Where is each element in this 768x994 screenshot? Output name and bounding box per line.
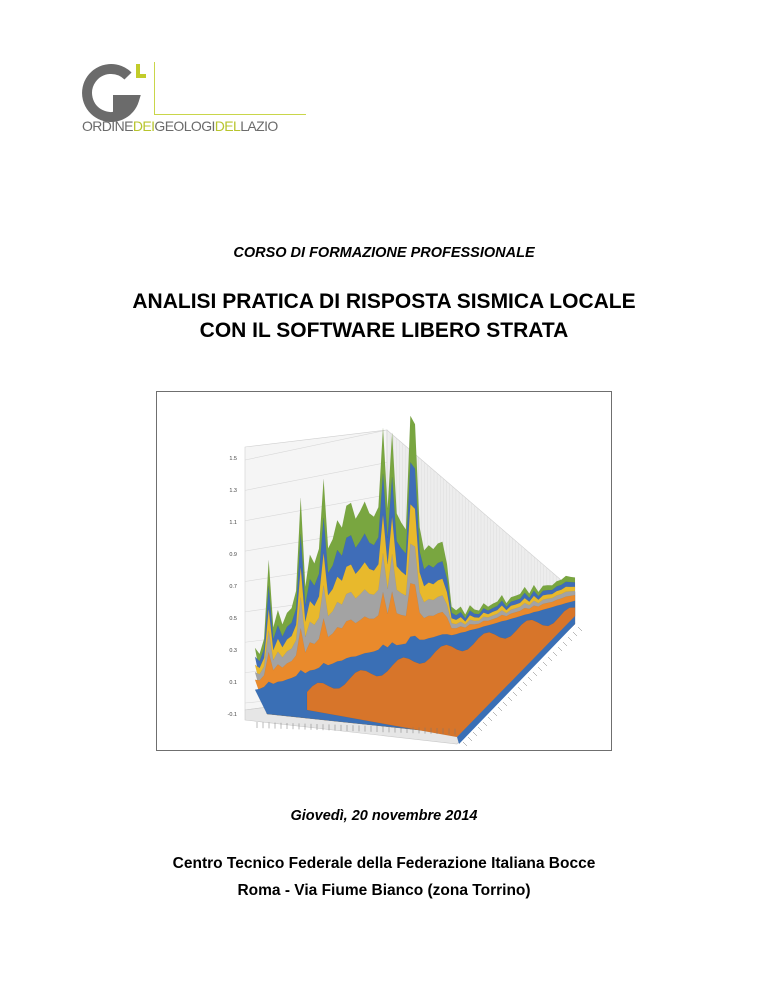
cover-figure bbox=[156, 391, 612, 751]
z-tick bbox=[503, 702, 507, 706]
z-tick bbox=[558, 647, 562, 651]
z-tick bbox=[543, 662, 547, 666]
logo-wordmark bbox=[82, 118, 278, 134]
y-tick-label: 0.5 bbox=[229, 616, 237, 622]
z-tick bbox=[563, 642, 567, 646]
z-tick bbox=[463, 742, 467, 746]
z-tick bbox=[483, 722, 487, 726]
z-tick bbox=[493, 712, 497, 716]
venue-line-2: Roma - Via Fiume Bianco (zona Torrino) bbox=[237, 882, 531, 899]
logo-word-dei: DEI bbox=[132, 118, 155, 134]
course-title-line-2: CON IL SOFTWARE LIBERO STRATA bbox=[199, 319, 569, 342]
z-tick bbox=[468, 737, 472, 741]
z-tick bbox=[548, 657, 552, 661]
z-tick bbox=[573, 632, 577, 636]
logo bbox=[82, 58, 314, 148]
z-tick bbox=[473, 732, 477, 736]
logo-word-geologi: GEOLOGI bbox=[154, 118, 215, 134]
y-tick-label: 0.7 bbox=[229, 584, 237, 590]
z-tick bbox=[533, 672, 537, 676]
z-tick bbox=[513, 692, 517, 696]
logo-word-ordine: ORDINE bbox=[82, 118, 133, 134]
seismic-surface-plot bbox=[157, 392, 611, 750]
y-tick-label: 0.9 bbox=[229, 552, 237, 558]
course-title-line-1: ANALISI PRATICA DI RISPOSTA SISMICA LOCALE bbox=[132, 290, 636, 313]
y-tick-label: 1.1 bbox=[229, 520, 237, 526]
z-tick bbox=[578, 627, 582, 631]
logo-vertical-rule bbox=[154, 62, 155, 114]
logo-word-lazio: LAZIO bbox=[240, 118, 278, 134]
y-axis-ticks bbox=[228, 456, 237, 718]
venue-line-1: Centro Tecnico Federale della Federazione Italiana Bocce bbox=[172, 855, 596, 872]
z-tick bbox=[553, 652, 557, 656]
y-tick-label: 0.3 bbox=[229, 648, 237, 654]
venue bbox=[0, 850, 768, 904]
y-tick-label: 1.3 bbox=[229, 488, 237, 494]
z-tick bbox=[538, 667, 542, 671]
course-kind: CORSO DI FORMAZIONE PROFESSIONALE bbox=[233, 245, 535, 261]
z-tick bbox=[478, 727, 482, 731]
z-tick bbox=[518, 687, 522, 691]
z-tick bbox=[498, 707, 502, 711]
z-tick bbox=[528, 677, 532, 681]
z-tick bbox=[568, 637, 572, 641]
z-tick bbox=[488, 717, 492, 721]
event-date: Giovedì, 20 novembre 2014 bbox=[290, 808, 478, 824]
y-tick-label: 0.1 bbox=[229, 680, 237, 686]
y-tick-label: -0.1 bbox=[227, 712, 237, 718]
course-title bbox=[0, 287, 768, 345]
logo-word-del: DEL bbox=[214, 118, 241, 134]
z-tick bbox=[508, 697, 512, 701]
z-tick bbox=[523, 682, 527, 686]
y-tick-label: 1.5 bbox=[229, 456, 237, 462]
logo-horizontal-rule bbox=[154, 114, 306, 115]
